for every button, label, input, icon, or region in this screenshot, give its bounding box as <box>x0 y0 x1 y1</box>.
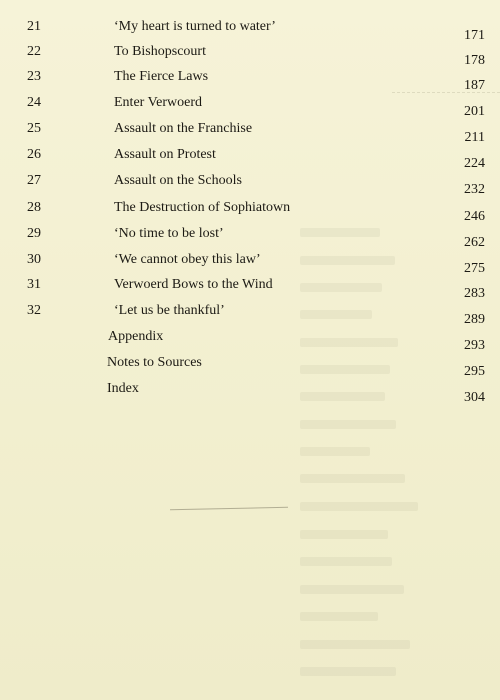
toc-entry[interactable] <box>0 251 500 275</box>
page-number: 275 <box>464 261 485 276</box>
chapter-title: ‘My heart is turned to water’ <box>114 19 276 34</box>
chapter-title: To Bishopscourt <box>114 44 206 59</box>
toc-entry[interactable] <box>0 120 500 144</box>
back-matter-title: Notes to Sources <box>107 355 202 370</box>
chapter-title: ‘We cannot obey this law’ <box>114 252 261 267</box>
chapter-number: 22 <box>27 44 41 59</box>
page-number: 201 <box>464 104 485 119</box>
page-number: 246 <box>464 209 485 224</box>
page-number: 304 <box>464 390 485 405</box>
chapter-title: ‘Let us be thankful’ <box>114 303 225 318</box>
page-number: 224 <box>464 156 485 171</box>
chapter-title: Enter Verwoerd <box>114 95 202 110</box>
toc-entry-index[interactable] <box>0 380 500 404</box>
toc-entry[interactable] <box>0 146 500 170</box>
chapter-number: 21 <box>27 19 41 34</box>
toc-entry[interactable] <box>0 276 500 300</box>
chapter-title: The Fierce Laws <box>114 69 209 84</box>
toc-entry[interactable] <box>0 43 500 67</box>
toc-entry[interactable] <box>0 302 500 326</box>
chapter-number: 25 <box>27 121 41 136</box>
chapter-title: Assault on the Franchise <box>114 121 253 136</box>
toc-entry[interactable] <box>0 199 500 223</box>
back-matter-title: Index <box>107 381 139 396</box>
page-number: 211 <box>464 130 485 145</box>
toc-entry[interactable] <box>0 225 500 249</box>
chapter-number: 24 <box>27 95 41 110</box>
toc-entry[interactable] <box>0 94 500 118</box>
page-number: 293 <box>464 338 485 353</box>
chapter-number: 28 <box>27 200 41 215</box>
chapter-title: Verwoerd Bows to the Wind <box>114 277 273 292</box>
chapter-title: Assault on Protest <box>114 147 216 162</box>
chapter-number: 29 <box>27 226 41 241</box>
page-number: 232 <box>464 182 485 197</box>
page-number: 171 <box>464 28 485 43</box>
chapter-number: 27 <box>27 173 41 188</box>
toc-entry-notes[interactable] <box>0 354 500 378</box>
chapter-number: 31 <box>27 277 41 292</box>
chapter-title: ‘No time to be lost’ <box>114 226 224 241</box>
chapter-number: 32 <box>27 303 41 318</box>
page-number: 178 <box>464 53 485 68</box>
back-matter-title: Appendix <box>108 329 164 344</box>
chapter-number: 30 <box>27 252 41 267</box>
page-number: 262 <box>464 235 485 250</box>
page-number: 295 <box>464 364 485 379</box>
page-number: 289 <box>464 312 485 327</box>
toc-entry[interactable] <box>0 68 500 92</box>
chapter-title: The Destruction of Sophiatown <box>114 200 291 215</box>
toc-entry[interactable] <box>0 18 500 42</box>
page-number: 283 <box>464 286 485 301</box>
toc-entry-appendix[interactable] <box>0 328 500 352</box>
page-number: 187 <box>464 78 485 93</box>
chapter-number: 23 <box>27 69 41 84</box>
chapter-title: Assault on the Schools <box>114 173 242 188</box>
toc-entry[interactable] <box>0 172 500 196</box>
chapter-number: 26 <box>27 147 41 162</box>
